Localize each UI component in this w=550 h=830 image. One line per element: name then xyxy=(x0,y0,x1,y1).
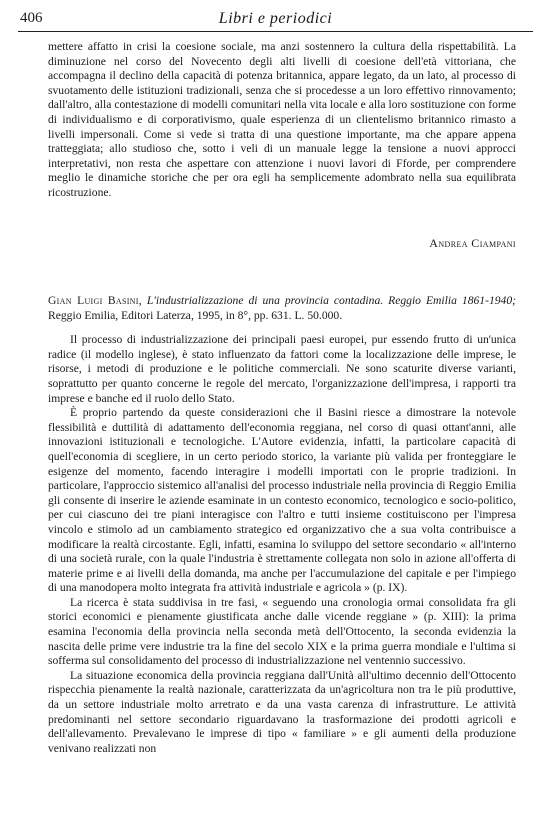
review-signature: Andrea Ciampani xyxy=(429,236,516,250)
paragraph: Il processo di industrializzazione dei principali paesi europei, pur essendo frutto di un'unica radice (il modello inglese), è stato influenzato da fattori come la localizzazione delle imprese, le risorse, i metodi di produzione e le politiche commerciali. Ne sono scaturite diverse varianti, soprattutto per quanto concerne le regole del mercato, l'organizzazione dell'impresa, i rapporti tra imprese e banche ed il ruolo dello Stato. xyxy=(48,333,516,405)
paragraph: La ricerca è stata suddivisa in tre fasi, « seguendo una cronologia ormai consolidata fra gli storici economici e pienamente giustificata anche dalle vicende reggiane » (p. XIII): la prima esamina l'economia della provincia nella seconda metà dell'Ottocento, la seconda evidenzia la nascita delle prime vere industrie tra la fine del secolo XIX e la prima guerra mondiale e l'ultima si sofferma sul consolidamento del processo di industrializzazione nel ventennio successivo. xyxy=(48,595,516,668)
publication-details: Reggio Emilia, Editori Laterza, 1995, in 8°, pp. 631. L. 50.000. xyxy=(48,308,343,322)
bibliographic-citation xyxy=(48,294,516,323)
header-rule xyxy=(18,31,533,32)
page-header xyxy=(18,10,533,32)
page-number: 406 xyxy=(20,10,43,26)
paragraph: La situazione economica della provincia reggiana dall'Unità all'ultimo decennio dell'Ottocento rispecchia pienamente la realtà nazionale, caratterizzata da un'agricoltura non tra le più produttive, da un settore industriale molto arretrato e da una vasta carenza di infrastrutture. Le attività predominanti nel settore secondario riguardavano la trasformazione dei prodotti agricoli e dell'allevamento. Prevalevano le imprese di tipo « familiare » e gli aumenti della produzione venivano realizzati non xyxy=(48,668,516,755)
running-title: Libri e periodici xyxy=(218,10,333,27)
book-title: L'industrializzazione di una provincia contadina. Reggio Emilia 1861-1940; xyxy=(146,294,516,307)
paragraph: mettere affatto in crisi la coesione sociale, ma anzi sostennero la cultura della rispettabilità. La diminuzione nel corso del Novecento degli alti livelli di coesione dell'età vittoriana, che accompagna il declino della capacità di potenza britannica, appare legato, da un lato, al processo di svuotamento delle istituzioni tradizionali, senza che si procedesse a un loro effettivo rinnovamento; dall'altro, alla contestazione di modelli comunitari nella vita locale e alla loro sostituzione con forme di individualismo e di corporativismo, quale esperienza di un clientelismo britannico rimasto a livelli impersonali. Come si vede si tratta di una questione importante, ma che appare appena tratteggiata; allo studioso che, sotto i veli di un manuale legge la tensione a nuovi approcci interpretativi, non resta che aspettare con attenzione i nuovi lavori di Fforde, per comprendere meglio le dinamiche storiche che per ora egli ha semplicemente adombrato nella sua equilibrata ricostruzione. xyxy=(48,40,516,199)
previous-review-text xyxy=(48,40,516,201)
book-author: Gian Luigi Basini, xyxy=(48,294,142,307)
paragraph: È proprio partendo da queste considerazioni che il Basini riesce a dimostrare la notevole flessibilità e duttilità di adattamento dell'economia reggiana, nel corso di quasi ottant'anni, alle innovazioni istituzionali e tecnologiche. L'Autore evidenzia, infatti, la particolare capacità di quell'economia di scegliere, in un certo periodo storico, la variante più valida per fronteggiare le esigenze del momento, facendo interagire i modelli importati con le proprie tradizioni. In particolare, l'approccio sistemico all'analisi del processo industriale nella provincia di Reggio Emilia gli consente di inserire le aziende esaminate in un contesto economico, tecnologico e socio-politico, per cui ciascuno dei tre piani interagisce con l'altro e tutti insieme costituiscono per l'impresa vincolo e stimolo ad un cambiamento strategico ed organizzativo che a sua volta contribuisce a modificare la realtà circostante. Egli, infatti, esamina lo sviluppo del settore secondario « all'interno di una società rurale, con la quale l'industria è strettamente collegata non solo in azione all'offerta di materie prime e ai livelli della domanda, ma anche per l'accumulazione del capitale e per l'impiego di una manodopera molto integrata fra attività industriale e agricola » (p. IX). xyxy=(48,406,516,595)
book-review xyxy=(48,294,516,756)
